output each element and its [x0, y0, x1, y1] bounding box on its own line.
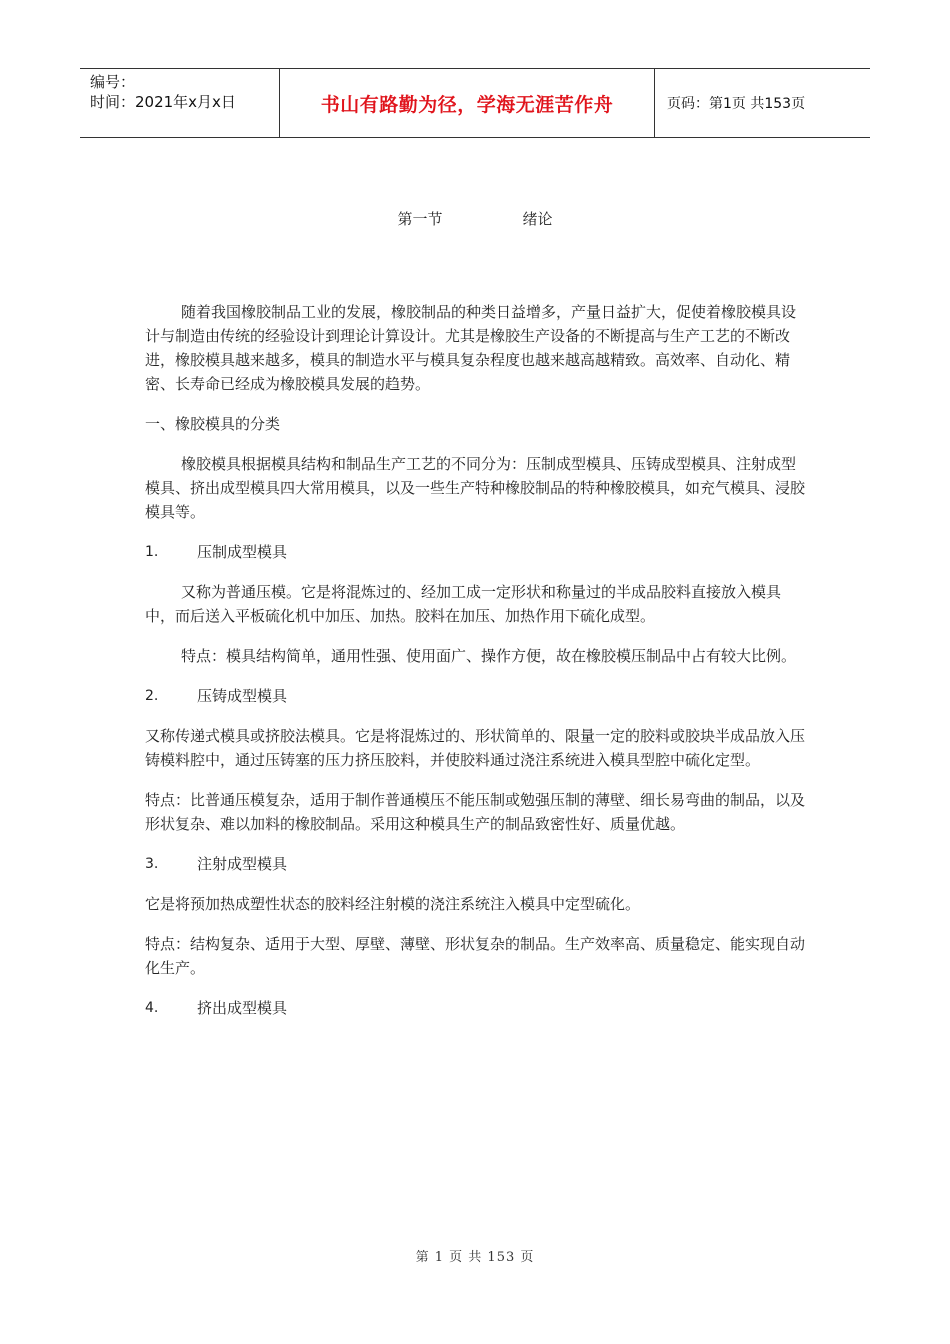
item-title: 压制成型模具: [197, 543, 288, 561]
item-title: 压铸成型模具: [197, 687, 288, 705]
item-number: 1.: [145, 544, 159, 560]
section-title-text: 绪论: [522, 210, 553, 228]
page-header: [80, 68, 870, 138]
header-meta: [80, 69, 280, 137]
item-heading-4: [145, 996, 805, 1020]
item-heading-2: [145, 684, 805, 708]
intro-paragraph: 随着我国橡胶制品工业的发展，橡胶制品的种类日益增多，产量日益扩大，促使着橡胶模具设计与制造由传统的经验设计到理论计算设计。尤其是橡胶生产设备的不断提高与生产工艺的不断改进，橡胶模具越来越多，模具的制造水平与模具复杂程度也越来越高越精致。高效率、自动化、精密、长寿命已经成为橡胶模具发展的趋势。: [145, 303, 797, 393]
document-body: [145, 300, 805, 1036]
item-2-description: 又称传递式模具或挤胶法模具。它是将混炼过的、形状简单的、限量一定的胶料或胶块半成品放入压铸模料腔中，通过压铸塞的压力挤压胶料，并使胶料通过浇注系统进入模具型腔中硫化定型。: [145, 727, 806, 769]
item-3-description: 它是将预加热成塑性状态的胶料经注射模的浇注系统注入模具中定型硫化。: [145, 895, 641, 913]
item-1-feature: 特点：模具结构简单，通用性强、使用面广、操作方便，故在橡胶模压制品中占有较大比例。: [181, 647, 797, 665]
header-page-info: 页码：第1页 共153页: [667, 96, 806, 112]
item-number: 3.: [145, 856, 159, 872]
item-number: 2.: [145, 688, 159, 704]
item-2-feature: 特点：比普通压模复杂，适用于制作普通模压不能压制或勉强压制的薄壁、细长易弯曲的制品，以及形状复杂、难以加料的橡胶制品。采用这种模具生产的制品致密性好、质量优越。: [145, 791, 806, 833]
item-heading-3: [145, 852, 805, 876]
item-title: 挤出成型模具: [197, 999, 288, 1017]
item-heading-1: [145, 540, 805, 564]
time-label: 时间：2021年x月x日: [90, 93, 236, 111]
item-number: 4.: [145, 1000, 159, 1016]
number-label: 编号：: [90, 73, 136, 91]
header-motto: 书山有路勤为径，学海无涯苦作舟: [280, 69, 655, 137]
item-3-feature: 特点：结构复杂、适用于大型、厚壁、薄壁、形状复杂的制品。生产效率高、质量稳定、能实现自动化生产。: [145, 935, 806, 977]
page-footer: 第 1 页 共 153 页: [415, 1250, 535, 1265]
item-1-description: 又称为普通压模。它是将混炼过的、经加工成一定形状和称量过的半成品胶料直接放入模具中，而后送入平板硫化机中加压、加热。胶料在加压、加热作用下硫化成型。: [145, 583, 782, 625]
classification-paragraph: 橡胶模具根据模具结构和制品生产工艺的不同分为：压制成型模具、压铸成型模具、注射成型模具、挤出成型模具四大常用模具，以及一些生产特种橡胶制品的特种橡胶模具，如充气模具、浸胶模具等。: [145, 455, 806, 521]
item-title: 注射成型模具: [197, 855, 288, 873]
section-title: [0, 208, 950, 229]
section-heading: 一、橡胶模具的分类: [145, 415, 281, 433]
section-title-number: 第一节: [397, 210, 443, 228]
